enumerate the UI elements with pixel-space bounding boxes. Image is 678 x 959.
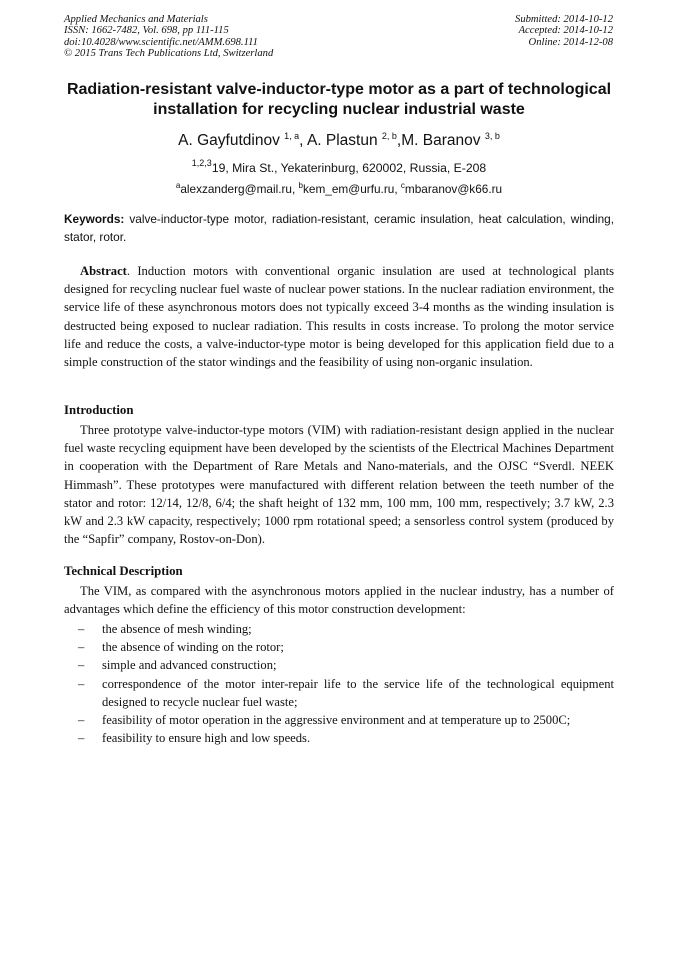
author-sep: , (299, 132, 307, 149)
dash-bullet: – (78, 622, 85, 636)
advantages-list (64, 620, 614, 747)
submitted-date: Submitted: 2014-10-12 (515, 14, 613, 25)
journal-doi: doi:10.4028/www.scientific.net/AMM.698.111 (64, 36, 258, 48)
list-item-text: the absence of mesh winding; (102, 622, 252, 636)
email-sup: a (175, 181, 181, 190)
title-line-2: installation for recycling nuclear industrial waste (153, 101, 525, 118)
author-name: A. Plastun (306, 132, 378, 149)
dash-bullet: – (78, 658, 85, 673)
affiliation (60, 160, 618, 176)
publication-dates (515, 14, 613, 48)
email-list (60, 181, 618, 197)
list-item (64, 729, 614, 747)
affiliation-text: 19, Mira St., Yekaterinburg, 620002, Russia, E-208 (211, 161, 487, 175)
email-sep: , (291, 182, 299, 196)
keywords-text: valve-inductor-type motor, radiation-resistant, ceramic insulation, heat calculation, winding, stator, rotor. (64, 212, 615, 244)
email-address: alexzanderg@mail.ru (180, 182, 292, 196)
author-sup: 2, b (381, 131, 397, 141)
author-name: A. Gayfutdinov (178, 132, 280, 149)
list-item (64, 711, 614, 729)
email-sup: b (298, 181, 303, 190)
keywords (64, 210, 614, 246)
email-sep: , (394, 182, 401, 196)
author-sup: 1, a (284, 131, 300, 141)
list-item-text: correspondence of the motor inter-repair life to the service life of the technological equipment designed to recycle nuclear fuel waste; (102, 676, 614, 709)
email-address: mbaranov@k66.ru (404, 182, 503, 196)
list-item-text: simple and advanced construction; (102, 658, 277, 673)
dash-bullet: – (78, 713, 85, 728)
journal-issn: ISSN: 1662-7482, Vol. 698, pp 111-115 (64, 25, 229, 37)
author-sep: , (396, 132, 402, 149)
author-name: M. Baranov (401, 132, 481, 149)
list-item (64, 656, 614, 674)
author-sup: 3, b (484, 131, 500, 141)
introduction-heading: Introduction (64, 403, 134, 417)
abstract-paragraph (64, 262, 614, 371)
technical-paragraph: The VIM, as compared with the asynchronous motors applied in the nuclear industry, has a number of advantages which define the efficiency of this motor construction development: (64, 584, 614, 617)
journal-copyright: © 2015 Trans Tech Publications Ltd, Switzerland (64, 47, 274, 59)
dash-bullet: – (78, 640, 85, 655)
journal-name: Applied Mechanics and Materials (64, 14, 208, 25)
dash-bullet: – (78, 731, 85, 746)
title-line-1: Radiation-resistant valve-inductor-type motor as a part of technological (66, 81, 612, 98)
email-address: kem_em@urfu.ru (303, 182, 395, 196)
paper-title (60, 80, 618, 120)
email-sup: c (400, 181, 405, 190)
abstract-text: . Induction motors with conventional organic insulation are used at technological plants designed for recycling nuclear fuel waste of nuclear power stations. In the nuclear radiation environment, the service life of these asynchronous motors does not typically exceed 3-4 months as the winding insulation is destructed being exposed to nuclear radiation. This results in costs increase. To prolong the motor service life and reduce the costs, a valve-inductor-type motor is being developed for this application field due to a simple construction of the stator windings and the feasibility of using non-organic insulation. (64, 264, 614, 370)
technical-heading: Technical Description (64, 564, 183, 578)
accepted-date: Accepted: 2014-10-12 (518, 25, 613, 37)
dash-bullet: – (78, 676, 85, 691)
list-item (64, 675, 614, 711)
abstract-label: Abstract (80, 264, 127, 278)
affiliation-sup: 1,2,3 (191, 158, 212, 168)
list-item-text: feasibility to ensure high and low speeds. (102, 731, 311, 746)
introduction-paragraph: Three prototype valve-inductor-type motors (VIM) with radiation-resistant design applied in the nuclear fuel waste recycling equipment have been developed by the scientists of the Electrical Machines Department in cooperation with the Department of Rare Metals and Nano-materials, and the OJSC “Sverdl. NEEK Himmash”. These prototypes were manufactured with different relation between the teeth number of the stator and rotor: 12/14, 12/8, 6/4; the shaft height of 132 mm, 100 mm, 100 mm, respectively; 3.7 kW, 2.3 kW and 2.3 kW capacity, respectively; 1000 rpm rotational speed; a sensorless control system (produced by the “Sapfir” company, Rostov-on-Don). (64, 423, 614, 547)
author-list (60, 131, 618, 151)
keywords-label: Keywords: (64, 212, 125, 226)
journal-info (64, 14, 273, 59)
online-date: Online: 2014-12-08 (528, 36, 613, 48)
list-item-text: the absence of winding on the rotor; (102, 640, 284, 655)
list-item (64, 638, 614, 656)
list-item (64, 620, 614, 638)
list-item-text: feasibility of motor operation in the aggressive environment and at temperature up to 2500C; (102, 713, 571, 728)
